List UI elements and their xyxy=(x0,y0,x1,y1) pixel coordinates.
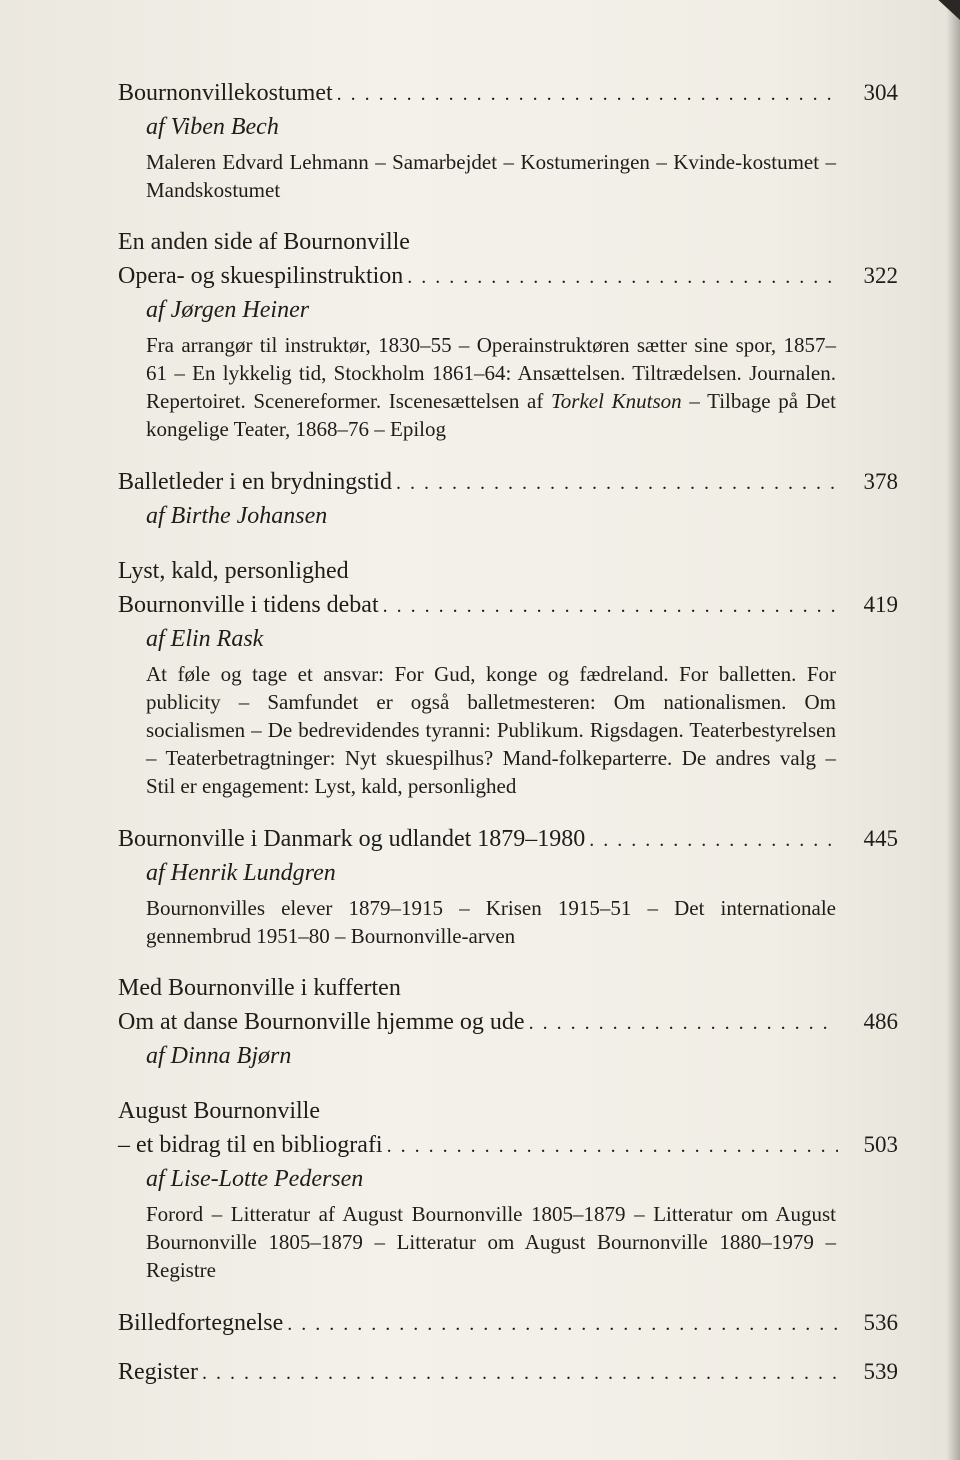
toc-entry xyxy=(118,1355,898,1390)
entry-heading: August Bournonville xyxy=(118,1098,320,1124)
entry-author: af Viben Bech xyxy=(146,114,279,140)
dot-leader xyxy=(202,1357,838,1390)
entry-description: Maleren Edvard Lehmann – Samarbejdet – Kostumeringen – Kvinde-kostumet – Mandskostumet xyxy=(146,150,836,202)
dot-leader xyxy=(396,467,838,500)
toc-entry xyxy=(118,226,898,443)
page-number: 304 xyxy=(863,80,898,105)
entry-description: At føle og tage et ansvar: For Gud, konge og fædreland. For balletten. For publicity – Samfundet er også balletmesteren: Om nationalismen. Om socialismen – De bedrevidendes tyranni: Publikum. Rigsdagen. Teaterbestyrelsen – Teaterbetragtninger: Nyt skuespilhus? Mand-folkeparterre. De andres valg – Stil er engagement: Lyst, kald, personlighed xyxy=(146,662,836,798)
table-of-contents xyxy=(118,76,898,1412)
dot-leader xyxy=(529,1007,838,1040)
entry-title: Balletleder i en brydningstid xyxy=(118,469,392,495)
entry-heading: En anden side af Bournonville xyxy=(118,229,410,255)
entry-author: af Jørgen Heiner xyxy=(146,297,310,323)
entry-title: Billedfortegnelse xyxy=(118,1310,284,1336)
entry-author: af Dinna Bjørn xyxy=(146,1043,292,1069)
toc-entry xyxy=(118,822,898,950)
toc-line xyxy=(118,1005,898,1040)
dot-leader xyxy=(383,590,838,623)
entry-heading: Med Bournonville i kufferten xyxy=(118,975,401,1001)
toc-line xyxy=(118,465,898,500)
page-number: 503 xyxy=(863,1132,898,1157)
entry-title: Register xyxy=(118,1359,198,1385)
entry-title: Bournonville i tidens debat xyxy=(118,592,379,618)
toc-line xyxy=(118,1128,898,1163)
entry-author: af Henrik Lundgren xyxy=(146,860,336,886)
page-edge-shadow xyxy=(946,0,960,1460)
toc-line xyxy=(118,588,898,623)
entry-author: af Birthe Johansen xyxy=(146,503,328,529)
entry-description: Forord – Litteratur af August Bournonville 1805–1879 – Litteratur om August Bournonville 1805–1879 – Litteratur om August Bournonville 1880–1979 – Registre xyxy=(146,1202,836,1282)
dot-leader xyxy=(589,824,838,857)
entry-title: Om at danse Bournonville hjemme og ude xyxy=(118,1009,525,1035)
toc-line xyxy=(118,76,898,111)
page-number: 539 xyxy=(863,1359,898,1384)
toc-line xyxy=(118,822,898,857)
entry-description xyxy=(118,331,836,443)
entry-title: Opera- og skuespilinstruktion xyxy=(118,263,404,289)
entry-title: – et bidrag til en bibliografi xyxy=(118,1132,383,1158)
toc-entry xyxy=(118,555,898,800)
entry-description: Bournonvilles elever 1879–1915 – Krisen 1915–51 – Det internationale gennembrud 1951–80 – Bournonville-arven xyxy=(146,896,836,948)
toc-line xyxy=(118,1306,898,1341)
dot-leader xyxy=(337,78,838,111)
toc-line xyxy=(118,1355,898,1390)
entry-author: af Lise-Lotte Pedersen xyxy=(146,1166,364,1192)
entry-title: Bournonville i Danmark og udlandet 1879–1980 xyxy=(118,826,586,852)
toc-entry xyxy=(118,972,898,1073)
description-italic-name: Torkel Knutson xyxy=(551,389,682,413)
description-text: Fra arrangør til instruktør, 1830–55 – Operainstruktøren sætter sine spor, 1857–61 – En lykkelig tid, Stockholm 1861–64: Ansættelsen. Tiltrædelsen. Journalen. Repertoiret. Scenereformer. Iscenesættelsen af xyxy=(146,333,836,413)
toc-entry xyxy=(118,76,898,204)
toc-line xyxy=(118,259,898,294)
toc-entry xyxy=(118,1095,898,1284)
description-text: – Tilbage på Det kongelige Teater, 1868–76 – Epilog xyxy=(146,389,837,441)
dot-leader xyxy=(287,1308,838,1341)
page-number: 445 xyxy=(863,826,898,851)
entry-author: af Elin Rask xyxy=(146,626,264,652)
page-number: 322 xyxy=(863,263,898,288)
page-number: 378 xyxy=(863,469,898,494)
page-number: 419 xyxy=(863,592,898,617)
page-number: 536 xyxy=(863,1310,898,1335)
entry-title: Bournonvillekostumet xyxy=(118,80,333,106)
dot-leader xyxy=(387,1130,838,1163)
toc-entry xyxy=(118,465,898,533)
dot-leader xyxy=(407,261,838,294)
page-number: 486 xyxy=(863,1009,898,1034)
entry-heading: Lyst, kald, personlighed xyxy=(118,558,349,584)
toc-entry xyxy=(118,1306,898,1341)
